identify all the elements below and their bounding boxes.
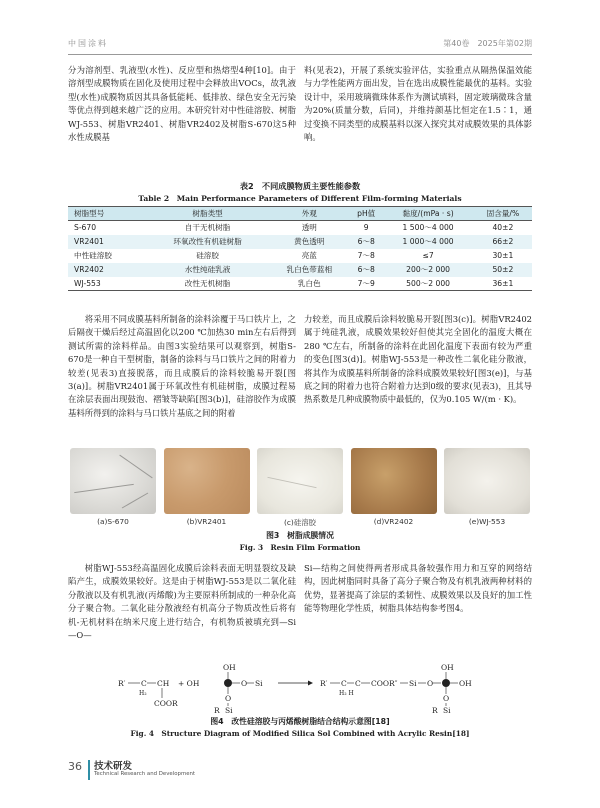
scheme-text: OH xyxy=(223,663,236,672)
scheme-text: R xyxy=(432,706,438,714)
sample-photo-s670 xyxy=(70,448,156,514)
issue-info: 第40卷 2025年第02期 xyxy=(443,39,532,48)
scheme-text: Si xyxy=(225,706,233,714)
cell: 66±2 xyxy=(474,235,532,249)
paragraph: 分为溶剂型、乳液型(水性)、反应型和热熔型4种[10]。由于溶剂型成膜物质在固化及使用过程中会释放出VOCs，故乳液型(水性)成膜物质因其具备低能耗、低排放、绿色安全无污染等优点得到越来越广泛的应用。本研究针对中性硅溶胶、树脂WJ-553、树脂VR2401、树脂VR2402及树脂S-670这5种水性成膜基 xyxy=(68,65,296,143)
sample-photo-vr2401 xyxy=(164,448,250,514)
cell: 自干无机树脂 xyxy=(184,223,231,233)
properties-table xyxy=(68,206,532,291)
scheme-text: H₂ xyxy=(139,690,147,697)
scheme-text: O xyxy=(427,679,434,688)
header-cell: 树脂型号 xyxy=(68,207,147,221)
scheme-text: C xyxy=(341,679,347,688)
sample-photo-vr2402 xyxy=(351,448,437,514)
footer-section-en: Technical Research and Development xyxy=(94,771,196,777)
sample-photo-silica-sol xyxy=(257,448,343,514)
scheme-text: O xyxy=(241,679,248,688)
cell: 500～2 000 xyxy=(382,277,473,291)
cell: 黄色透明 xyxy=(269,235,350,249)
cell: VR2401 xyxy=(68,235,147,249)
cell: 40±2 xyxy=(492,223,514,233)
sample-label: (a)S-670 xyxy=(97,517,129,526)
journal-name: 中国涂料 xyxy=(68,39,108,48)
cell: 水性纯硅乳液 xyxy=(147,263,269,277)
cell: 环氧改性有机硅树脂 xyxy=(147,235,269,249)
cell: 7～8 xyxy=(357,251,375,260)
cell: S-670 xyxy=(74,223,97,233)
paragraph: 料(见表2)，开展了系统实验评估，实验重点从隔热保温效能与力学性能两方面出发，旨在选出成膜性能最优的基料。实验设计中，采用玻璃微珠体系作为测试填料，固定玻璃微珠含量为20%(质量分数，后同)，并维持颜基比恒定在1.5∶1，通过变换不同类型的成膜基料以深入探究其对成膜效果的具体影响。 xyxy=(304,65,532,143)
cell: 硅溶胶 xyxy=(196,251,219,260)
table-row xyxy=(68,249,532,263)
column-right xyxy=(304,64,532,172)
header-cell: 黏度/(mPa · s) xyxy=(382,207,473,221)
scheme-text: + OH xyxy=(178,679,200,688)
scheme-text: H₂ H xyxy=(339,690,354,697)
sample-label: (d)VR2402 xyxy=(373,517,414,526)
cell: 200～2 000 xyxy=(382,263,473,277)
text-section-1 xyxy=(68,64,532,172)
sample-label: (e)WJ-553 xyxy=(468,517,506,526)
figure-3-caption-en: Fig. 3 Resin Film Formation xyxy=(239,543,361,552)
column-right xyxy=(304,313,532,431)
column-right xyxy=(304,562,532,660)
cell: 改性无机树脂 xyxy=(147,277,269,291)
cell: 6～8 xyxy=(350,235,382,249)
header-cell: pH值 xyxy=(350,207,382,221)
sample-photo-wj553 xyxy=(444,448,530,514)
paragraph: Si—结构之间使得两者形成具备较强作用力和互穿的网络结构，因此树脂同时具备了高分子聚合物及有机乳液两种材料的优势，显著提高了涂层的柔韧性、成膜效果以及良好的加工性能等物理化学性质，树脂具体结构参考图4。 xyxy=(304,563,532,614)
figure-4-caption-cn: 图4 改性硅溶胶与丙烯酸树脂结合结构示意图[18] xyxy=(210,717,390,726)
header-cell: 外观 xyxy=(269,207,350,221)
cell: 6～8 xyxy=(350,263,382,277)
scheme-text: R′ xyxy=(320,679,328,688)
scheme-text: R xyxy=(214,706,220,714)
text-section-2 xyxy=(68,313,532,431)
cell: WJ-553 xyxy=(68,277,147,291)
header-cell: 固含量/% xyxy=(474,207,532,221)
column-left xyxy=(68,64,296,172)
cell: 1 500～4 000 xyxy=(402,223,454,233)
column-left xyxy=(68,313,296,431)
sample-label: (b)VR2401 xyxy=(186,517,227,526)
scheme-text: C xyxy=(141,679,147,688)
scheme-text: COOR xyxy=(154,699,178,708)
table-caption-en: Table 2 Main Performance Parameters of Different Film-forming Materials xyxy=(138,194,462,203)
scheme-text: CH xyxy=(157,679,170,688)
figure-3-labels xyxy=(70,517,530,528)
paragraph: 力较差，而且成膜后涂料较脆易开裂[图3(c)]。树脂VR2402属于纯硅乳液，成膜效果较好但使其完全固化的温度大概在280 ℃左右，所制备的涂料在此固化温度下表面有较为严重的变色[图3(d)]。树脂WJ-553是一种改性二氧化硅分散液，将其作为成膜基料所制备的涂料成膜效果较好[图3(e)]，与基底之间的附着力也符合附着力达到0级的要求(见表3)，且其导热系数是几种成膜物质中最低的，仅为0.105 W/(m · K)。 xyxy=(304,314,532,405)
cell: 亮蓝 xyxy=(301,251,317,260)
footer-section-cn: 技术研发 xyxy=(94,761,133,772)
page-footer xyxy=(68,758,268,784)
text-section-3 xyxy=(68,562,532,660)
cell: 30±1 xyxy=(492,251,514,260)
cell: VR2402 xyxy=(68,263,147,277)
figure-4-caption-en: Fig. 4 Structure Diagram of Modified Silica Sol Combined with Acrylic Resin[18] xyxy=(130,729,470,738)
cell: 中性硅溶胶 xyxy=(74,251,112,260)
cell: 1 000～4 000 xyxy=(382,235,473,249)
scheme-text: Si xyxy=(255,679,263,688)
table-caption-cn: 表2 不同成膜物质主要性能参数 xyxy=(239,181,361,191)
table-row xyxy=(68,277,532,291)
scheme-text: Si xyxy=(409,679,417,688)
footer-accent-bar xyxy=(88,760,90,780)
cell: 9 xyxy=(363,223,369,233)
header-cell: 树脂类型 xyxy=(147,207,269,221)
scheme-text: O xyxy=(225,694,232,703)
cell: 7～9 xyxy=(350,277,382,291)
cell: 乳白色带蓝相 xyxy=(269,263,350,277)
running-header xyxy=(68,38,532,52)
cell: 透明 xyxy=(301,223,317,233)
cell: 50±2 xyxy=(474,263,532,277)
figure-4-reaction-scheme xyxy=(108,662,508,714)
header-divider xyxy=(68,54,532,55)
cell: ≤7 xyxy=(422,251,434,260)
cell: 乳白色 xyxy=(269,277,350,291)
paragraph: 树脂WJ-553经高温固化成膜后涂料表面无明显裂纹及缺陷产生，成膜效果较好。这是由于树脂WJ-553是以二氧化硅分散液以及有机乳液(丙烯酸)为主要原料所制成的一种杂化高分子聚合物。二氧化硅分散液经有机高分子物质改性后将有机-无机材料在纳米尺度上进行结合，有机物质被填充到—Si—O— xyxy=(68,563,296,641)
table-row xyxy=(68,221,532,235)
column-left xyxy=(68,562,296,660)
scheme-text: OH xyxy=(459,679,472,688)
paragraph: 将采用不同成膜基料所制备的涂料涂覆于马口铁片上，之后隔夜干燥后经过高温固化以200 ℃加热30 min左右后得到测试所需的涂料样品。由图3实验结果可以观察到，树脂S-670是一种自干型树脂，制备的涂料与马口铁片之间的附着力较差(见表3)直接脱落，而且成膜后的涂料较脆易开裂[图3(a)]。树脂VR2401属于环氧改性有机硅树脂，成膜过程易在涂层表面出现鼓泡、褶皱等缺陷[图3(b)]，硅溶胶作为成膜基料所得到的涂料与马口铁片基底之间的附着 xyxy=(68,314,296,418)
table-header-row xyxy=(68,207,532,221)
table-row xyxy=(68,235,532,249)
scheme-text: Si xyxy=(443,706,451,714)
figure-3-caption-cn: 图3 树脂成膜情况 xyxy=(266,531,334,540)
scheme-text: R′ xyxy=(118,679,126,688)
table-row xyxy=(68,263,532,277)
scheme-text: COOR″ xyxy=(371,679,398,688)
scheme-text: OH xyxy=(441,663,454,672)
sample-label: (c)硅溶胶 xyxy=(283,518,316,527)
page-number: 36 xyxy=(68,760,82,773)
scheme-text: C xyxy=(355,679,361,688)
scheme-text: O xyxy=(443,694,450,703)
cell: 36±1 xyxy=(474,277,532,291)
figure-3-photos xyxy=(70,448,530,514)
